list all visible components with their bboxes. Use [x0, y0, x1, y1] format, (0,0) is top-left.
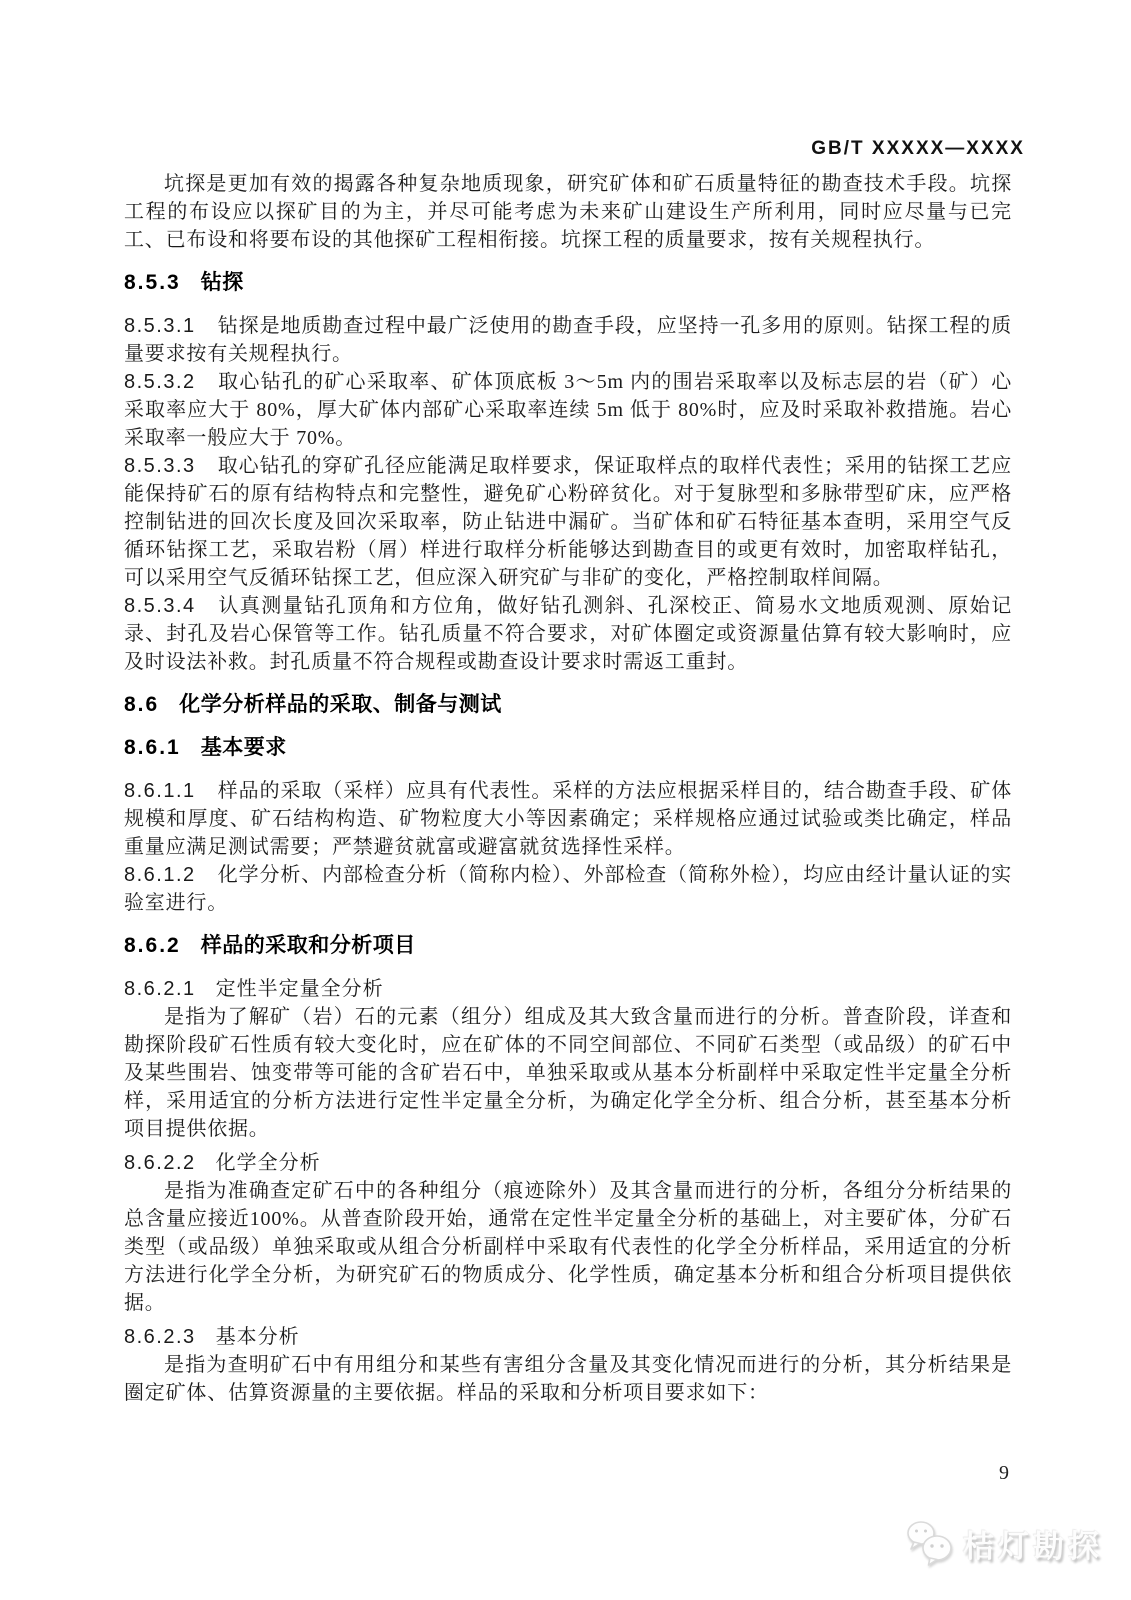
section-heading-8-6-1	[124, 734, 1012, 762]
heading-number: 8.6.2	[124, 934, 181, 957]
clause-8-5-3-2	[124, 368, 1012, 452]
clause-number: 8.5.3.1	[124, 315, 196, 337]
subclause-number: 8.6.2.1	[124, 978, 196, 1000]
clause-8-6-1-1	[124, 777, 1012, 861]
clause-text: 取心钻孔的矿心采取率、矿体顶底板 3～5m 内的围岩采取率以及标志层的岩（矿）心采取率应大于 80%，厚大矿体内部矿心采取率连续 5m 低于 80%时，应及时采取补救措施。岩心采取率一般应大于 70%。	[124, 371, 1012, 449]
clause-text: 钻探是地质勘查过程中最广泛使用的勘查手段，应坚持一孔多用的原则。钻探工程的质量要求按有关规程执行。	[124, 315, 1012, 365]
clause-number: 8.6.1.1	[124, 780, 196, 802]
paragraph-pit-exploration: 坑探是更加有效的揭露各种复杂地质现象，研究矿体和矿石质量特征的勘查技术手段。坑探工程的布设应以探矿目的为主，并尽可能考虑为未来矿山建设生产所利用，同时应尽量与已完工、已布设和将要布设的其他探矿工程相衔接。坑探工程的质量要求，按有关规程执行。	[124, 173, 1012, 251]
watermark-label: 桔灯勘探	[963, 1528, 1103, 1564]
heading-title: 钻探	[200, 271, 244, 294]
wechat-icon	[905, 1520, 955, 1566]
clause-8-5-3-4	[124, 592, 1012, 676]
paragraph-qualitative-analysis: 是指为了解矿（岩）石的元素（组分）组成及其大致含量而进行的分析。普查阶段，详查和勘探阶段矿石性质有较大变化时，应在矿体的不同空间部位、不同矿石类型（或品级）的矿石中及某些围岩、蚀变带等可能的含矿岩石中，单独采取或从基本分析副样中采取定性半定量全分析样，采用适宜的分析方法进行定性半定量全分析，为确定化学全分析、组合分析，甚至基本分析项目提供依据。	[124, 1006, 1012, 1140]
heading-number: 8.6.1	[124, 736, 181, 759]
watermark	[905, 1520, 1103, 1566]
clause-text: 取心钻孔的穿矿孔径应能满足取样要求，保证取样点的取样代表性；采用的钻探工艺应能保持矿石的原有结构特点和完整性，避免矿心粉碎贫化。对于复脉型和多脉带型矿床，应严格控制钻进的回次长度及回次采取率，防止钻进中漏矿。当矿体和矿石特征基本查明，采用空气反循环钻探工艺，采取岩粉（屑）样进行取样分析能够达到勘查目的或更有效时，加密取样钻孔，可以采用空气反循环钻探工艺，但应深入研究矿与非矿的变化，严格控制取样间隔。	[124, 455, 1012, 589]
paragraph-full-chemical-analysis: 是指为准确查定矿石中的各种组分（痕迹除外）及其含量而进行的分析，各组分分析结果的总含量应接近100%。从普查阶段开始，通常在定性半定量全分析的基础上，对主要矿体，分矿石类型（或品级）单独采取或从组合分析副样中采取有代表性的化学全分析样品，采用适宜的分析方法进行化学全分析，为研究矿石的物质成分、化学性质，确定基本分析和组合分析项目提供依据。	[124, 1180, 1012, 1314]
clause-8-5-3-3	[124, 452, 1012, 592]
clause-8-5-3-1	[124, 312, 1012, 368]
clause-8-6-1-2	[124, 861, 1012, 917]
section-heading-8-6-2	[124, 932, 1012, 960]
heading-number: 8.6	[124, 693, 160, 716]
clause-text: 化学分析、内部检查分析（简称内检）、外部检查（简称外检），均应由经计量认证的实验室进行。	[124, 864, 1012, 914]
clause-number: 8.5.3.2	[124, 371, 196, 393]
paragraph-basic-analysis: 是指为查明矿石中有用组分和某些有害组分含量及其变化情况而进行的分析，其分析结果是圈定矿体、估算资源量的主要依据。样品的采取和分析项目要求如下：	[124, 1354, 1012, 1404]
subclause-title-8-6-2-1	[124, 975, 1012, 1003]
subclause-title-text: 定性半定量全分析	[215, 978, 384, 1000]
clause-number: 8.5.3.4	[124, 595, 196, 617]
subclause-title-8-6-2-3	[124, 1323, 1012, 1351]
heading-title: 化学分析样品的采取、制备与测试	[179, 693, 502, 716]
section-heading-8-5-3	[124, 269, 1012, 297]
subclause-number: 8.6.2.3	[124, 1326, 196, 1348]
standard-code-header: GB/T XXXXX—XXXX	[811, 138, 1025, 159]
clause-text: 样品的采取（采样）应具有代表性。采样的方法应根据采样目的，结合勘查手段、矿体规模和厚度、矿石结构构造、矿物粒度大小等因素确定；采样规格应通过试验或类比确定，样品重量应满足测试需要；严禁避贫就富或避富就贫选择性采样。	[124, 780, 1012, 858]
clause-text: 认真测量钻孔顶角和方位角，做好钻孔测斜、孔深校正、简易水文地质观测、原始记录、封孔及岩心保管等工作。钻孔质量不符合要求，对矿体圈定或资源量估算有较大影响时，应及时设法补救。封孔质量不符合规程或勘查设计要求时需返工重封。	[124, 595, 1012, 673]
heading-number: 8.5.3	[124, 271, 181, 294]
subclause-title-text: 化学全分析	[215, 1152, 321, 1174]
subclause-number: 8.6.2.2	[124, 1152, 196, 1174]
document-body	[124, 170, 1012, 1407]
clause-number: 8.5.3.3	[124, 455, 196, 477]
section-heading-8-6	[124, 691, 1012, 719]
heading-title: 样品的采取和分析项目	[200, 934, 416, 957]
page-number: 9	[999, 1462, 1009, 1484]
clause-number: 8.6.1.2	[124, 864, 196, 886]
subclause-title-8-6-2-2	[124, 1149, 1012, 1177]
heading-title: 基本要求	[200, 736, 287, 759]
subclause-title-text: 基本分析	[215, 1326, 300, 1348]
